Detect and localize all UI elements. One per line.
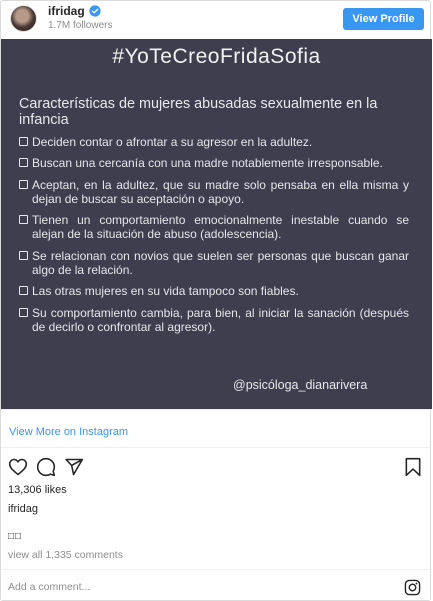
post-heading: Características de mujeres abusadas sexualmente en la infancia bbox=[19, 96, 378, 128]
add-comment-input[interactable]: Add a comment... bbox=[8, 581, 91, 593]
bookmark-icon[interactable] bbox=[403, 457, 423, 477]
checkbox-bullet-icon bbox=[19, 251, 28, 260]
caption-text: □□ bbox=[8, 531, 23, 542]
view-profile-button[interactable]: View Profile bbox=[343, 8, 424, 30]
instagram-logo-icon[interactable] bbox=[404, 579, 421, 596]
avatar[interactable] bbox=[10, 5, 37, 32]
share-icon[interactable] bbox=[64, 457, 84, 477]
divider bbox=[1, 447, 430, 448]
bullet-item: Se relacionan con novios que suelen ser personas que buscan ganar algo de la relación. bbox=[19, 249, 409, 278]
view-more-link[interactable]: View More on Instagram bbox=[9, 426, 129, 438]
post-hashtag: #YoTeCreoFridaSofia bbox=[112, 45, 321, 68]
checkbox-bullet-icon bbox=[19, 286, 28, 295]
bullet-item: Su comportamiento cambia, para bien, al iniciar la sanación (después de decirlo o confrontar al agresor). bbox=[19, 306, 409, 335]
bullet-item: Las otras mujeres en su vida tampoco son fiables. bbox=[19, 284, 409, 298]
post-header bbox=[1, 1, 430, 39]
divider bbox=[1, 409, 430, 410]
username-row bbox=[48, 4, 101, 18]
checkbox-bullet-icon bbox=[19, 137, 28, 146]
follower-count: 1.7M followers bbox=[48, 20, 113, 31]
like-count[interactable]: 13,306 likes bbox=[8, 484, 67, 496]
post-signature: @psicóloga_dianarivera bbox=[233, 378, 368, 392]
divider bbox=[1, 569, 430, 570]
heart-icon[interactable] bbox=[8, 457, 28, 477]
post-image[interactable] bbox=[1, 39, 432, 409]
checkbox-bullet-icon bbox=[19, 158, 28, 167]
bullet-item: Deciden contar o afrontar a su agresor en la adultez. bbox=[19, 135, 409, 149]
bullet-item: Buscan una cercanía con una madre notablemente irresponsable. bbox=[19, 156, 409, 170]
bullet-item: Tienen un comportamiento emocionalmente inestable cuando se alejan de la situación de abuso (adolescencia). bbox=[19, 213, 409, 242]
bullet-list bbox=[19, 135, 409, 341]
bullet-item: Aceptan, en la adultez, que su madre solo pensaba en ella misma y dejan de buscar su aceptación o apoyo. bbox=[19, 178, 409, 207]
view-comments-link[interactable]: view all 1,335 comments bbox=[8, 549, 123, 561]
checkbox-bullet-icon bbox=[19, 215, 28, 224]
caption-username[interactable]: ifridag bbox=[8, 503, 38, 515]
checkbox-bullet-icon bbox=[19, 180, 28, 189]
verified-badge-icon bbox=[89, 5, 101, 17]
username[interactable]: ifridag bbox=[48, 4, 85, 18]
checkbox-bullet-icon bbox=[19, 308, 28, 317]
comment-icon[interactable] bbox=[36, 457, 56, 477]
